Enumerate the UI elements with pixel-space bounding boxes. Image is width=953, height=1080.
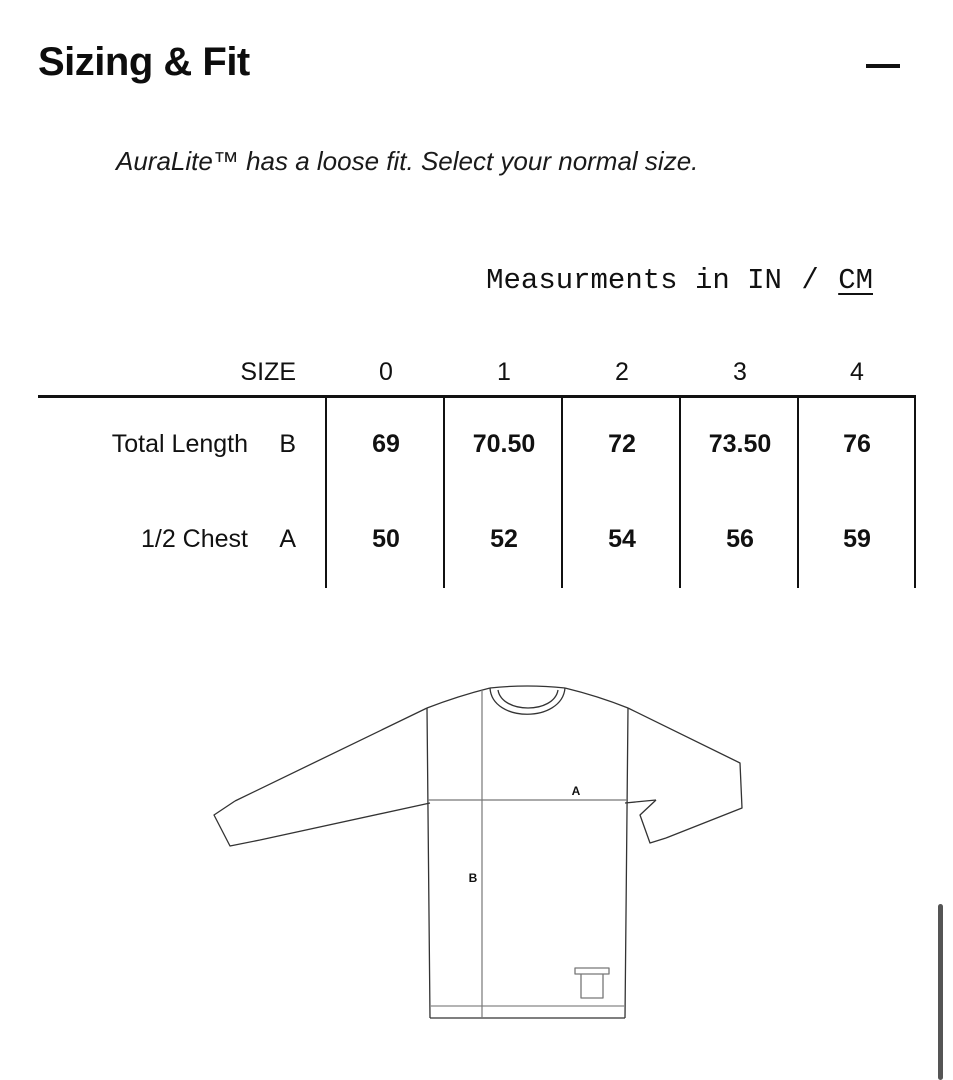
left-cuff <box>214 801 260 846</box>
table-cell: 76 <box>843 430 871 458</box>
row-label-total-length <box>38 430 296 459</box>
units-toggle <box>486 264 873 297</box>
column-divider <box>325 398 327 588</box>
table-cell: 52 <box>490 525 518 553</box>
size-column-header: 0 <box>379 358 393 386</box>
collar-back <box>490 686 565 688</box>
size-column-header: 4 <box>850 358 864 386</box>
table-cell: 50 <box>372 525 400 553</box>
size-header-row <box>38 352 916 396</box>
chest-marker-label: A <box>571 784 581 798</box>
column-divider <box>797 398 799 588</box>
length-marker-label: B <box>468 871 478 885</box>
row-measure-code: A <box>279 525 296 553</box>
row-label-half-chest <box>38 525 296 554</box>
table-cell: 54 <box>608 525 636 553</box>
left-sleeve-outline <box>235 708 430 840</box>
table-cell: 73.50 <box>708 430 772 458</box>
sweatshirt-outline <box>214 686 742 1018</box>
table-cell: 56 <box>726 525 754 553</box>
column-divider <box>914 398 916 588</box>
table-cell: 70.50 <box>472 430 536 458</box>
table-body <box>38 398 916 588</box>
units-prefix: Measurments in <box>486 264 730 297</box>
table-cell: 72 <box>608 430 636 458</box>
collar-outer <box>490 688 565 714</box>
scrollbar[interactable] <box>938 904 943 1080</box>
hang-tag <box>575 968 609 998</box>
row-measure-code: B <box>279 430 296 458</box>
size-column-header: 1 <box>497 358 511 386</box>
unit-option-inches[interactable]: IN <box>747 264 782 297</box>
column-divider <box>443 398 445 588</box>
size-column-header: 3 <box>733 358 747 386</box>
table-cell: 69 <box>372 430 400 458</box>
column-divider <box>679 398 681 588</box>
row-label-text: 1/2 Chest <box>140 525 248 553</box>
size-chart-table <box>38 352 916 553</box>
units-separator: / <box>801 264 819 297</box>
collar-inner <box>498 690 558 708</box>
table-cell: 59 <box>843 525 871 553</box>
size-header-label: SIZE <box>240 358 296 386</box>
unit-option-centimeters[interactable]: CM <box>838 264 873 297</box>
row-label-text: Total Length <box>111 430 248 458</box>
right-sleeve-outline <box>625 708 742 838</box>
column-divider <box>561 398 563 588</box>
size-column-header: 2 <box>615 358 629 386</box>
measurement-guides <box>428 690 627 1018</box>
right-cuff <box>640 800 666 843</box>
page-title: Sizing & Fit <box>38 40 250 84</box>
garment-measurement-diagram <box>200 668 760 1038</box>
body-outline <box>427 708 628 1018</box>
collapse-minus-icon[interactable] <box>866 64 900 68</box>
fit-note: AuraLite™ has a loose fit. Select your normal size. <box>116 146 699 176</box>
shoulder-line <box>427 688 628 708</box>
